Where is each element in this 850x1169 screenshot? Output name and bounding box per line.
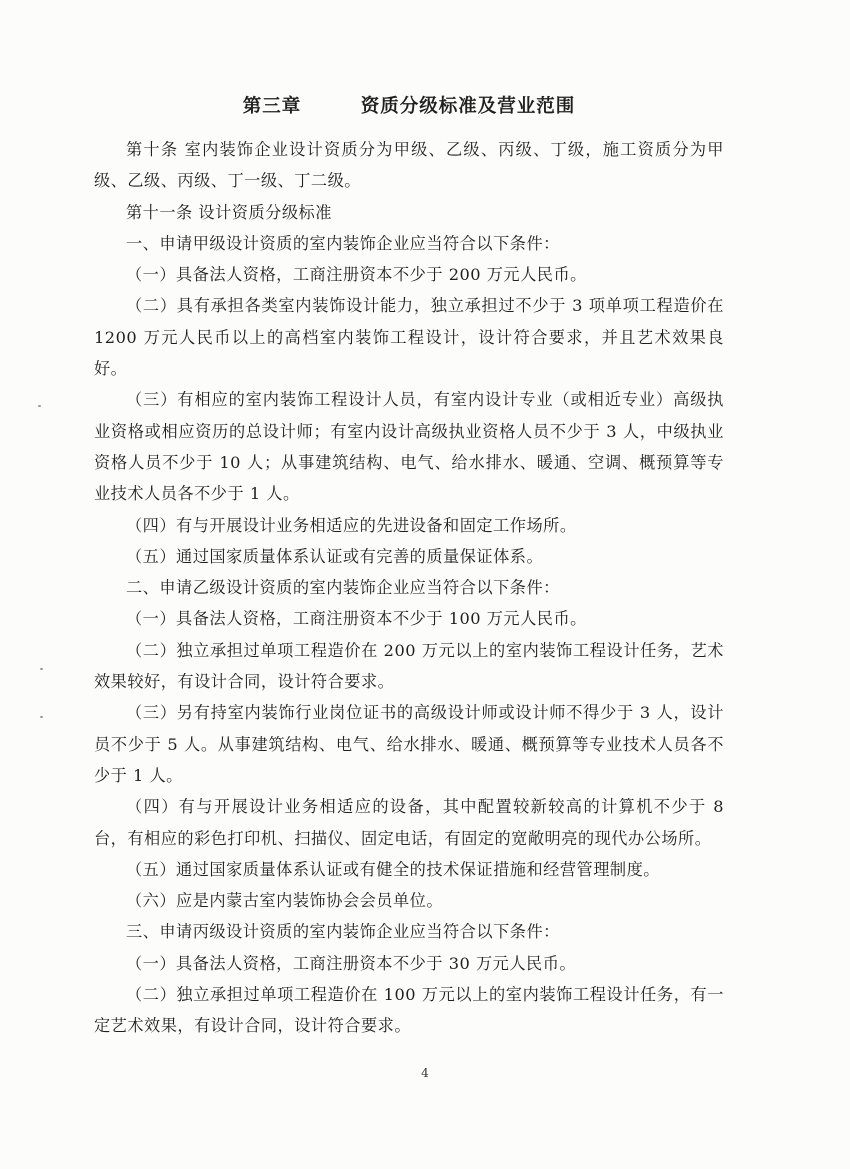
article-11-heading: 第十一条 设计资质分级标准 <box>126 202 332 222</box>
clause-item: （二）独立承担过单项工程造价在 100 万元以上的室内装饰工程设计任务，有一定艺术效果，有设计合同，设计符合要求。 <box>94 985 724 1036</box>
clause-item: （一）具备法人资格，工商注册资本不少于 100 万元人民币。 <box>126 609 587 629</box>
section-heading-class-a: 一、申请甲级设计资质的室内装饰企业应当符合以下条件： <box>126 233 560 253</box>
document-body <box>94 92 724 1042</box>
clause-item: （一）具备法人资格，工商注册资本不少于 30 万元人民币。 <box>126 953 577 973</box>
clause-item: （六）应是内蒙古室内装饰协会会员单位。 <box>126 891 444 911</box>
clause-item: （五）通过国家质量体系认证或有健全的技术保证措施和经营管理制度。 <box>126 859 660 879</box>
article-10: 第十条 室内装饰企业设计资质分为甲级、乙级、丙级、丁级，施工资质分为甲级、乙级、丙级、丁一级、丁二级。 <box>94 140 724 191</box>
clause-item: （五）通过国家质量体系认证或有完善的质量保证体系。 <box>126 546 544 566</box>
clause-item: （四）有与开展设计业务相适应的先进设备和固定工作场所。 <box>126 515 577 535</box>
clause-item: （二）具有承担各类室内装饰设计能力，独立承担过不少于 3 项单项工程造价在 1200 万元人民币以上的高档室内装饰工程设计，设计符合要求，并且艺术效果良好。 <box>94 296 724 379</box>
page-number: 4 <box>421 1066 429 1080</box>
clause-item: （四）有与开展设计业务相适应的设备，其中配置较新较高的计算机不少于 8 台，有相应的彩色打印机、扫描仪、固定电话，有固定的宽敞明亮的现代办公场所。 <box>94 797 724 848</box>
clause-item: （二）独立承担过单项工程造价在 200 万元以上的室内装饰工程设计任务，艺术效果较好，有设计合同，设计符合要求。 <box>94 640 724 692</box>
scan-speck <box>38 405 41 407</box>
section-heading-class-b: 二、申请乙级设计资质的室内装饰企业应当符合以下条件： <box>126 578 560 598</box>
clause-item: （三）另有持室内装饰行业岗位证书的高级设计师或设计师不得少于 3 人，设计员不少于 5 人。从事建筑结构、电气、给水排水、暖通、概预算等专业技术人员各不少于 1 人。 <box>94 703 724 785</box>
chapter-title: 第三章 资质分级标准及营业范围 <box>242 96 576 117</box>
scan-speck <box>40 716 43 718</box>
clause-item: （三）有相应的室内装饰工程设计人员，有室内设计专业（或相近专业）高级执业资格或相应资历的总设计师；有室内设计高级执业资格人员不少于 3 人，中级执业资格人员不少于 10 人；从事建筑结构、电气、给水排水、暖通、空调、概预算等专业技术人员各不少于 1 人。 <box>94 390 724 504</box>
section-heading-class-c: 三、申请丙级设计资质的室内装饰企业应当符合以下条件： <box>126 922 560 942</box>
scan-speck <box>40 668 43 670</box>
clause-item: （一）具备法人资格，工商注册资本不少于 200 万元人民币。 <box>126 265 587 285</box>
